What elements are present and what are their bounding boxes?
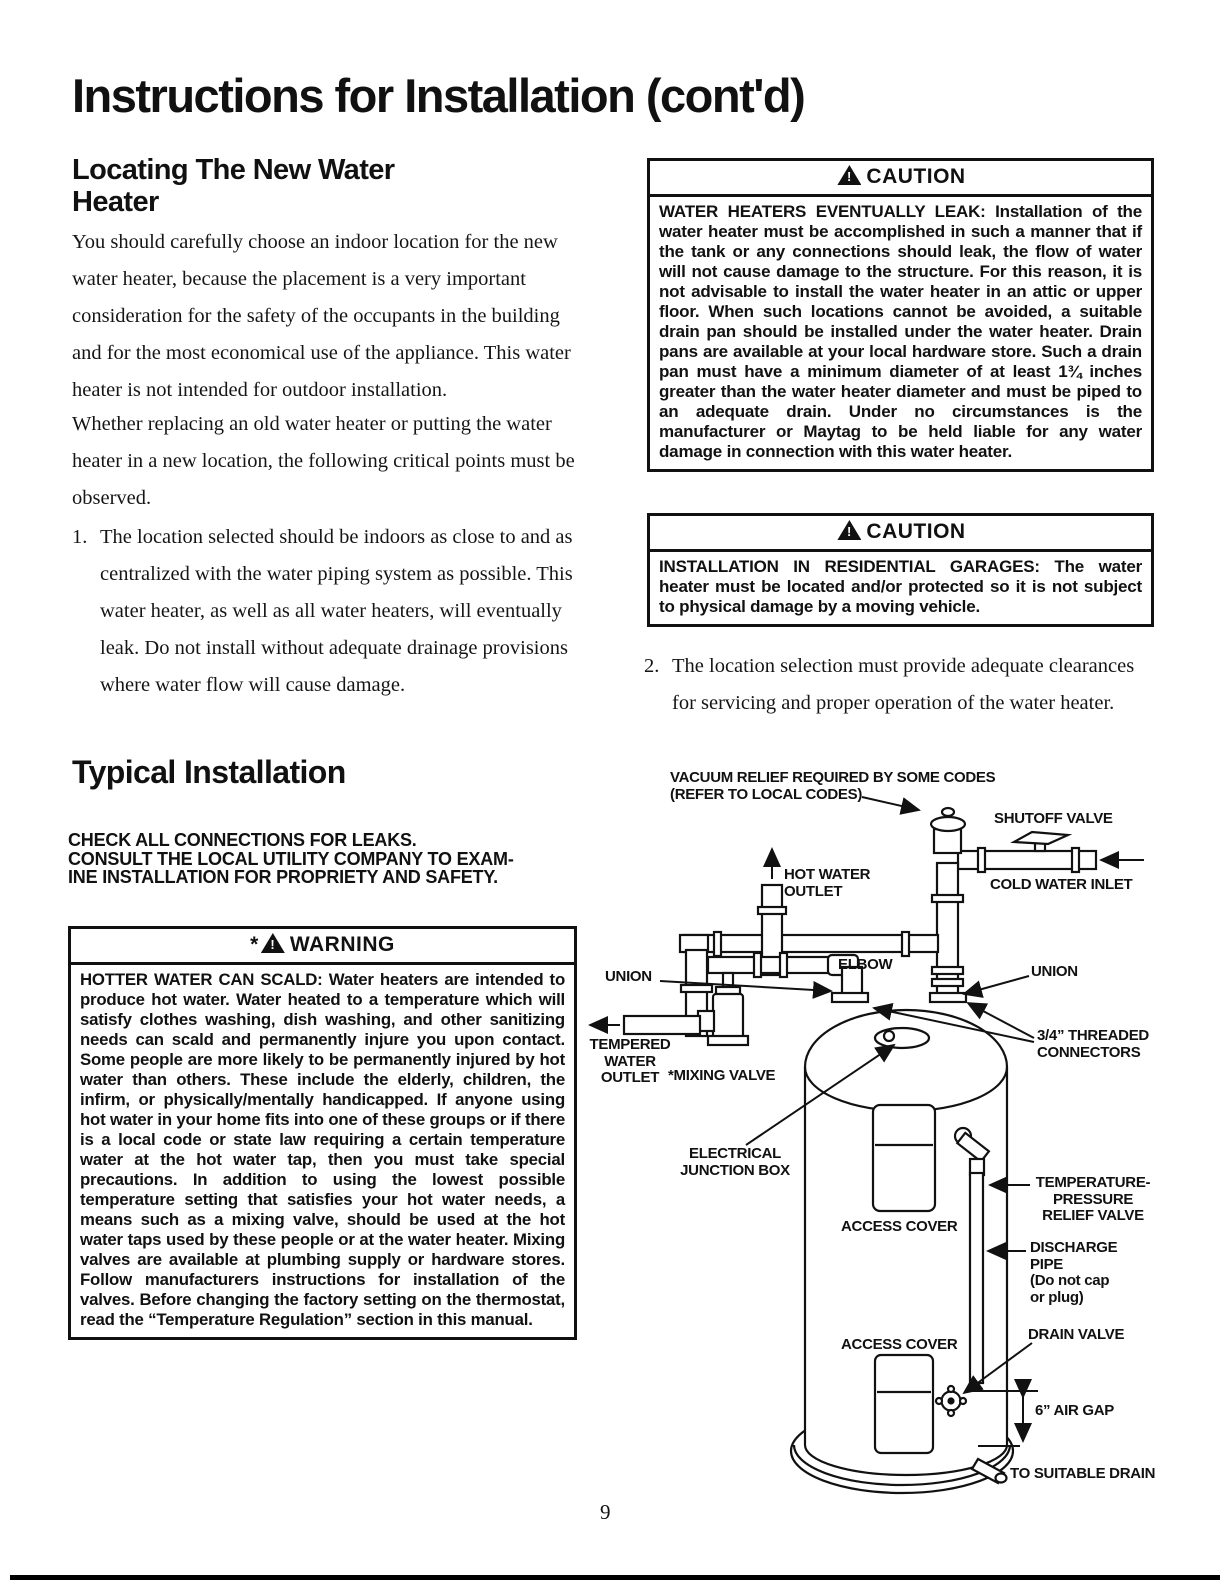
union-fitting-right (932, 967, 963, 974)
access-cover-upper-label: ACCESS COVER (841, 1218, 958, 1235)
label-line: PRESSURE (1052, 1190, 1134, 1208)
tp-relief-valve-label (1030, 1175, 1156, 1225)
caution-2-body: INSTALLATION IN RESIDENTIAL GARAGES: The water heater must be located and/or protected so it is not subject to physical damage by a moving vehicle. (659, 557, 1142, 616)
label-line: (REFER TO LOCAL CODES) (670, 785, 863, 803)
mixing-valve-body (713, 994, 743, 1038)
label-line: 3/4” THREADED (1037, 1027, 1149, 1044)
label-line: CONNECTORS (1037, 1043, 1141, 1061)
section-heading-locating: Locating The New Water Heater (72, 154, 395, 218)
item-1-number: 1. (72, 526, 88, 548)
vacuum-relief-label (670, 770, 995, 803)
cold-vertical-pipe (937, 863, 958, 998)
caution-triangle-icon (837, 520, 861, 540)
label-line: JUNCTION BOX (680, 1161, 790, 1179)
mixing-valve-label: *MIXING VALVE (668, 1067, 776, 1084)
union-left-label: UNION (605, 968, 652, 985)
access-cover-lower-label: ACCESS COVER (841, 1336, 958, 1353)
section-heading-typical: Typical Installation (72, 754, 346, 790)
check-line: CONSULT THE LOCAL UTILITY COMPANY TO EXAM- (68, 848, 514, 869)
elbow-label: ELBOW (838, 956, 893, 973)
electrical-junction-box-label (665, 1146, 805, 1179)
label-line: OUTLET (600, 1069, 660, 1086)
threaded-connectors-label (1037, 1028, 1149, 1061)
cold-water-inlet-label: COLD WATER INLET (990, 876, 1133, 893)
numbered-item-2 (644, 648, 1156, 722)
warning-box-scald (68, 926, 577, 1340)
caution-1-header-label: CAUTION (866, 165, 966, 188)
threaded-connector-left (832, 993, 868, 1002)
label-line: VACUUM RELIEF REQUIRED BY SOME CODES (670, 769, 996, 786)
typical-installation-diagram (580, 745, 1192, 1545)
lower-run-pipe (708, 957, 834, 973)
label-line: TEMPERATURE- (1035, 1174, 1151, 1191)
vacuum-relief-fitting (934, 829, 961, 853)
hot-water-outlet-label (784, 867, 870, 900)
label-line: DISCHARGE (1030, 1239, 1118, 1256)
discharge-pipe-drawing (970, 1173, 983, 1383)
paragraph-1: You should carefully choose an indoor location for the new water heater, because the placement is a very important consideration for the safety of the occupants in the building and for the most economical use of the appliance. This water heater is not intended for outdoor installation. (72, 231, 571, 401)
caution-1-header (650, 161, 1151, 197)
tempered-outlet-pipe (624, 1016, 700, 1034)
numbered-item-1 (72, 519, 582, 704)
check-line: CHECK ALL CONNECTIONS FOR LEAKS. (68, 830, 417, 850)
paragraph-2: Whether replacing an old water heater or putting the water heater in a new location, the following critical points must be observed. (72, 413, 575, 509)
to-suitable-drain-label: TO SUITABLE DRAIN (1010, 1465, 1156, 1482)
union-fitting-left (681, 985, 712, 992)
item-2-text: The location selection must provide adequate clearances for servicing and proper operation of the water heater. (672, 655, 1135, 714)
label-line: TEMPERED (589, 1036, 671, 1053)
label-line: ELECTRICAL (689, 1145, 781, 1162)
air-gap-label: 6” AIR GAP (1035, 1402, 1114, 1419)
warning-asterisk: * (250, 933, 259, 956)
item-2-number: 2. (644, 655, 660, 677)
tempered-water-outlet-label (582, 1037, 678, 1087)
access-cover-upper-drawing (873, 1105, 935, 1211)
warning-box-body: HOTTER WATER CAN SCALD: Water heaters are intended to produce hot water. Water heated to a temperature which will satisfy clothes washing, dish washing, and other sanitizing needs can scald and permanently injure you upon contact. Some people are more likely to be permanently injured by hot water than others. These include the elderly, children, the infirm, or physically/mentally handicapped. If anyone using hot water in your home fits into one of these groups or if there is a local code or state law requiring a certain temperature water at the hot water tap, then you must take special precautions. In addition to using the lowest possible temperature setting that satisfies your hot water needs, a means such as a mixing valve, should be used at the hot water taps used by these people or at the water heater. Mixing valves are available at plumbing supply or hardware stores. Follow manufacturers instructions for installation of the valves. Before changing the factory setting on the thermostat, read the “Temperature Regulation” section in this manual. (80, 970, 565, 1329)
access-cover-lower-drawing (875, 1355, 933, 1453)
label-line: PIPE (1030, 1255, 1063, 1273)
warning-box-header (71, 929, 574, 965)
caution-triangle-icon (837, 165, 861, 185)
threaded-connector-right (930, 993, 966, 1002)
page-number: 9 (600, 1500, 611, 1524)
union-right-label: UNION (1031, 963, 1078, 980)
label-line: OUTLET (784, 882, 843, 900)
drain-valve-label: DRAIN VALVE (1028, 1326, 1125, 1343)
label-line: RELIEF VALVE (1042, 1207, 1144, 1224)
warning-triangle-icon (261, 933, 285, 953)
electrical-junction-box-drawing (875, 1028, 929, 1048)
label-line: HOT WATER (784, 866, 871, 883)
caution-2-header-label: CAUTION (866, 520, 966, 543)
union-right-arrow (964, 976, 1029, 994)
caution-box-leak (647, 158, 1154, 472)
item-1-text: The location selected should be indoors as close to and as centralized with the water piping system as possible. This water heater, as well as all water heaters, will eventually leak. Do not install without adequate drainage provisions where water flow will cause damage. (100, 526, 573, 696)
discharge-pipe-label (1030, 1240, 1117, 1306)
label-line: WATER (604, 1052, 656, 1070)
caution-1-body: WATER HEATERS EVENTUALLY LEAK: Installation of the water heater must be accomplished in such a manner that if the tank or any connections should leak, the flow of water will not cause damage to the structure. For this reason, it is not advisable to install the water heater in an attic or upper floor. When such locations cannot be avoided, a suitable drain pan should be installed under the water heater. Drain pans are available at your local hardware store. Such a drain pan must have a minimum diameter of at least 1¾ inches greater than the water heater diameter and must be piped to an adequate drain. Under no circumstances is the manufacturer or Maytag to be held liable for any water damage in connection with this water heater. (659, 202, 1142, 461)
caution-2-header (650, 516, 1151, 552)
label-line: (Do not cap (1030, 1272, 1110, 1289)
shutoff-valve-label: SHUTOFF VALVE (994, 810, 1113, 827)
label-line: or plug) (1030, 1288, 1084, 1306)
shutoff-valve-handle (1014, 832, 1068, 844)
check-line: INE INSTALLATION FOR PROPRIETY AND SAFETY. (68, 867, 498, 887)
scan-edge-bar (10, 1575, 1220, 1580)
page-title: Instructions for Installation (cont'd) (72, 69, 805, 122)
check-connections-note (68, 831, 568, 887)
warning-header-label: WARNING (289, 933, 395, 956)
caution-box-garage (647, 513, 1154, 627)
